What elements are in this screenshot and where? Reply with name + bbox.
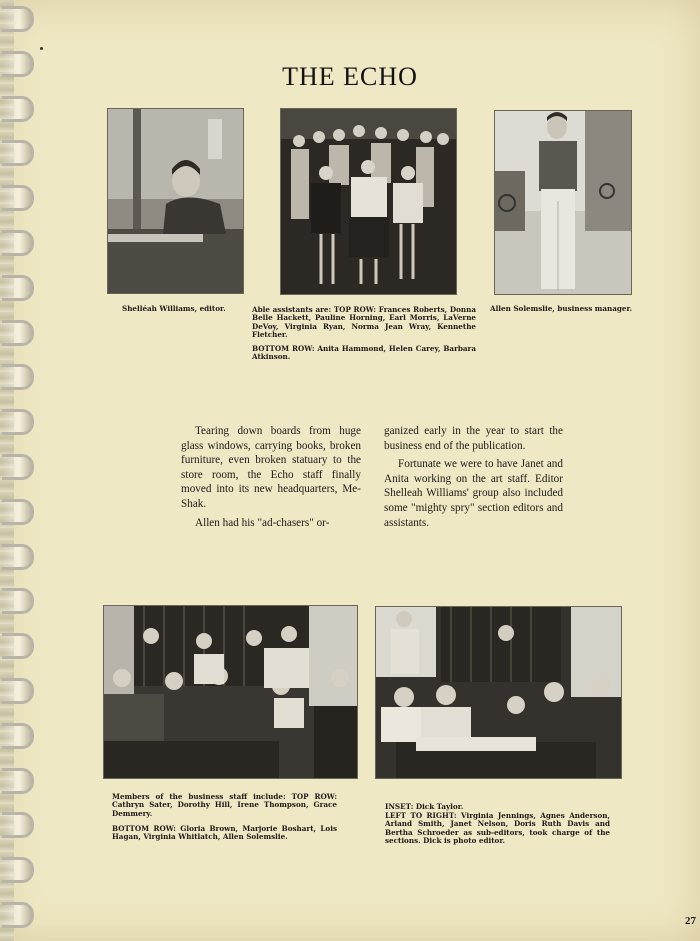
- page-mark: [40, 47, 43, 50]
- binding-ring: [2, 320, 34, 346]
- binding-ring: [2, 275, 34, 301]
- assistants-group-photo: [280, 108, 457, 295]
- binding-ring: [2, 544, 34, 570]
- binding-ring: [2, 230, 34, 256]
- binding-ring: [2, 499, 34, 525]
- sub-editors-photo: [375, 606, 622, 779]
- binding-ring: [2, 902, 34, 928]
- inset-caption: INSET: Dick Taylor.: [385, 802, 464, 811]
- binding-ring: [2, 812, 34, 838]
- binding-ring: [2, 454, 34, 480]
- manager-photo: [494, 110, 632, 295]
- article-paragraph: Allen had his "ad-chasers" or-: [195, 516, 330, 529]
- manager-caption: Allen Solemslie, business manager.: [490, 304, 633, 313]
- binding-ring: [2, 409, 34, 435]
- article-paragraph: ganized early in the year to start the business end of the publication.: [384, 425, 563, 452]
- binding-ring: [2, 768, 34, 794]
- binding-ring: [2, 723, 34, 749]
- business-bottom-caption: BOTTOM ROW: Gloria Brown, Marjorie Boshart, Lois Hagan, Virginia Whitlatch, Allen Solemslie.: [112, 824, 337, 842]
- article-column-2: [384, 424, 563, 534]
- page-title: THE ECHO: [282, 62, 418, 91]
- binding-ring: [2, 678, 34, 704]
- binding-ring: [2, 588, 34, 614]
- article-column-1: [181, 424, 361, 534]
- binding-ring: [2, 633, 34, 659]
- left-to-right-caption: LEFT TO RIGHT: Virginia Jennings, Agnes Anderson, Arland Smith, Janet Nelson, Doris Ruth Davis and Bertha Schroeder as sub-editors, took charge of the sections. Dick is photo editor.: [385, 811, 610, 846]
- business-staff-photo: [103, 605, 358, 779]
- article-paragraph: Fortunate we were to have Janet and Anita working on the art staff. Editor Shelleah Williams' group also included some "mighty spry" section editors and assistants.: [384, 458, 563, 529]
- binding-ring: [2, 140, 34, 166]
- business-top-caption: Members of the business staff include: TOP ROW: Cathryn Sater, Dorothy Hill, Irene Thompson, Grace Demmery.: [112, 792, 337, 818]
- article-paragraph: Tearing down boards from huge glass windows, carrying books, broken furniture, even broken statuary to the store room, the Echo staff finally moved into its new headquarters, Me-Shak.: [181, 425, 361, 510]
- assistants-top-caption: Able assistants are: TOP ROW: Frances Roberts, Donna Belle Hackett, Pauline Horning, Earl Morris, LaVerne DeVoy, Virginia Ryan, Norma Jean Wray, Kennethe Fletcher.: [252, 305, 476, 340]
- binding-ring: [2, 185, 34, 211]
- page-number: 27: [685, 915, 696, 927]
- binding-ring: [2, 364, 34, 390]
- editor-caption: Shelléah Williams, editor.: [122, 304, 226, 313]
- binding-ring: [2, 6, 34, 32]
- assistants-bottom-caption: BOTTOM ROW: Anita Hammond, Helen Carey, Barbara Atkinson.: [252, 344, 476, 362]
- binding-ring: [2, 96, 34, 122]
- binding-ring: [2, 857, 34, 883]
- editor-photo: [107, 108, 244, 294]
